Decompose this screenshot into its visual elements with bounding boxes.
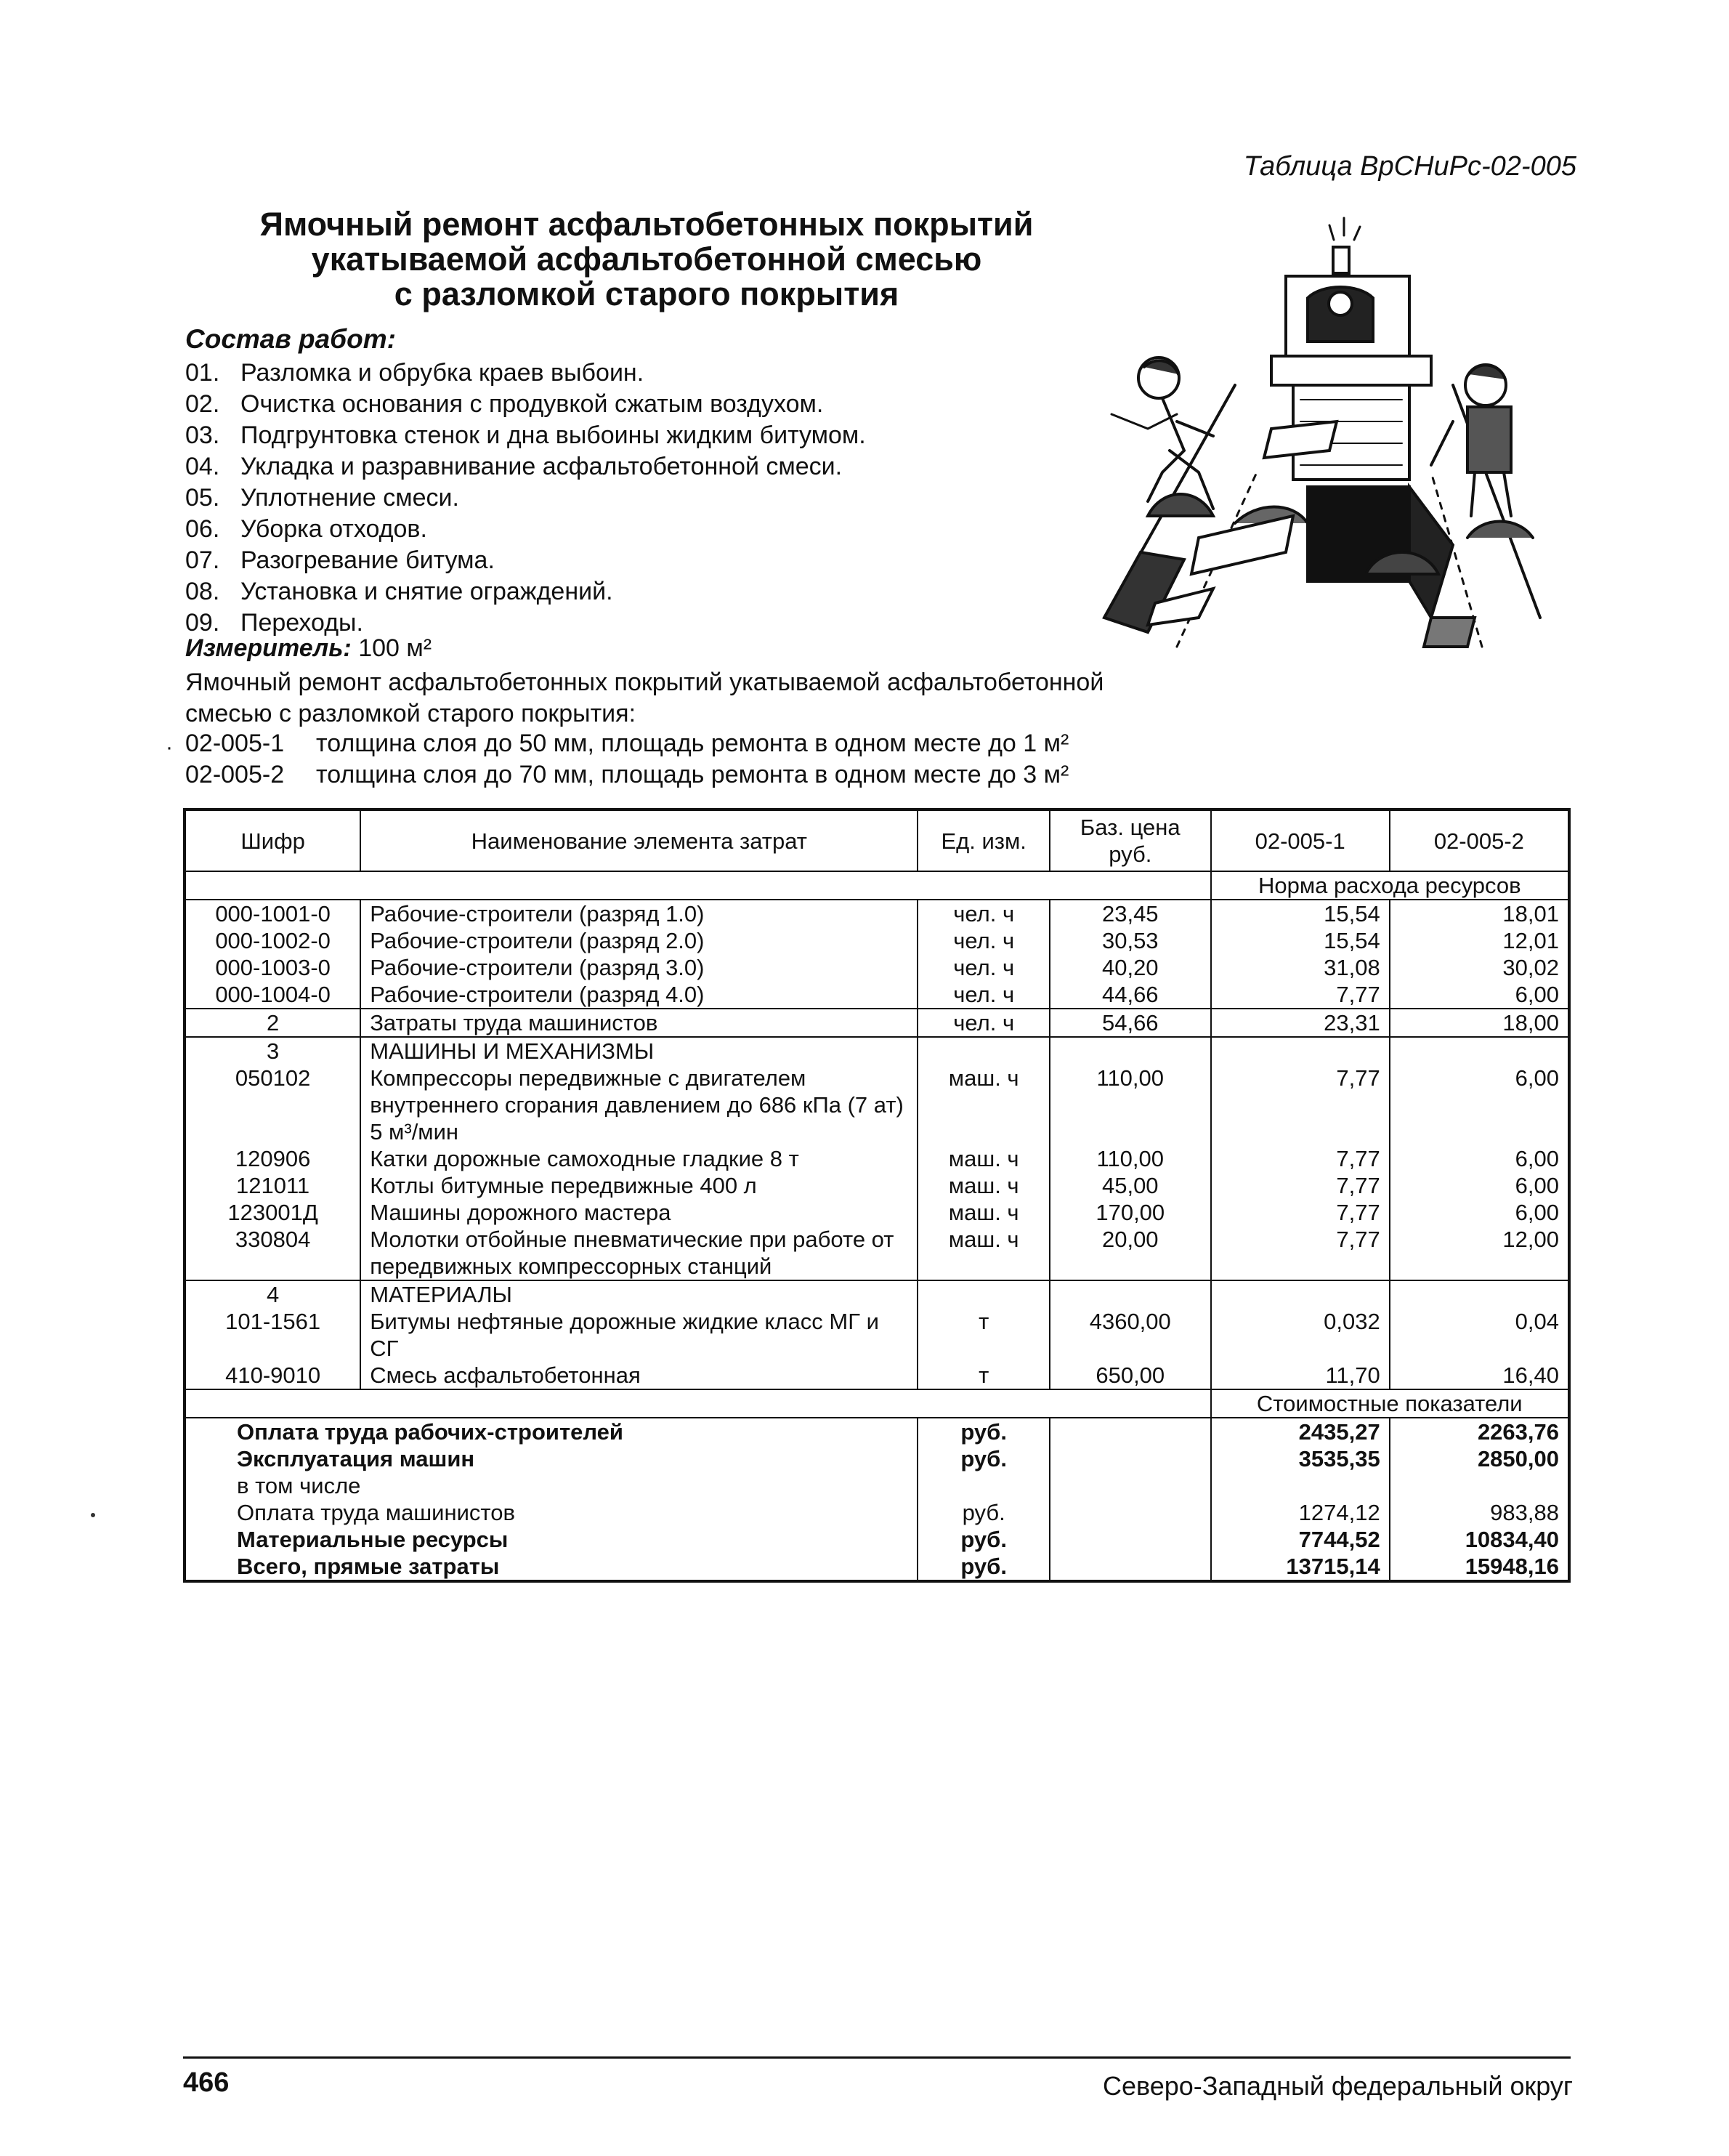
empty-cell [918, 1280, 1050, 1308]
table-row [185, 981, 1569, 1009]
norm-band-label: Норма расхода ресурсов [1211, 871, 1569, 900]
cell-price: 40,20 [1050, 954, 1211, 981]
band-spacer [185, 1389, 1211, 1418]
work-number: 02. [185, 390, 220, 418]
section-heading-row [185, 1037, 1569, 1065]
cost-unit: руб. [918, 1553, 1050, 1581]
table-row [185, 1065, 1569, 1145]
cell-price: 110,00 [1050, 1145, 1211, 1172]
empty-cell [1050, 1418, 1211, 1445]
cell-code: 330804 [185, 1226, 360, 1280]
meter-line [185, 634, 432, 663]
resource-norms-table [183, 808, 1571, 1583]
cost-unit: руб. [918, 1445, 1050, 1472]
cell-price: 30,53 [1050, 927, 1211, 954]
cost-variant-2: 983,88 [1390, 1499, 1569, 1526]
cell-name: Машины дорожного мастера [360, 1199, 918, 1226]
cell-name: Рабочие-строители (разряд 1.0) [360, 900, 918, 927]
cell-variant-1: 0,032 [1211, 1308, 1390, 1362]
meter-label: Измеритель: [185, 634, 352, 662]
cost-variant-2: 2263,76 [1390, 1418, 1569, 1445]
variant-item [185, 759, 1069, 791]
cell-unit: маш. ч [918, 1065, 1050, 1145]
cell-name: Битумы нефтяные дорожные жидкие класс МГ и СГ [360, 1308, 918, 1362]
title-line-2: укатываемой асфальтобетонной смесью [311, 241, 982, 278]
work-item [185, 451, 866, 483]
table-row [185, 1009, 1569, 1037]
description [185, 667, 1173, 730]
variant-text: толщина слоя до 70 мм, площадь ремонта в одном месте до 3 м² [316, 761, 1069, 788]
table-row [185, 1172, 1569, 1199]
document-title [211, 207, 1082, 312]
work-number: 06. [185, 515, 220, 543]
table-header-row [185, 809, 1569, 871]
cell-code: 050102 [185, 1065, 360, 1145]
header-unit: Ед. изм. [918, 809, 1050, 871]
cell-variant-2: 18,00 [1390, 1009, 1569, 1037]
cell-code: 123001Д [185, 1199, 360, 1226]
cell-name: Рабочие-строители (разряд 4.0) [360, 981, 918, 1009]
empty-cell [1390, 1037, 1569, 1065]
work-item [185, 358, 866, 389]
cost-row [185, 1472, 1569, 1499]
cost-variant-1: 1274,12 [1211, 1499, 1390, 1526]
cost-band-label: Стоимостные показатели [1211, 1389, 1569, 1418]
cell-price: 4360,00 [1050, 1308, 1211, 1362]
cell-variant-2: 6,00 [1390, 1145, 1569, 1172]
work-number: 04. [185, 453, 220, 480]
cost-name: Всего, прямые затраты [185, 1553, 918, 1581]
cell-variant-1: 7,77 [1211, 1172, 1390, 1199]
cell-code: 101-1561 [185, 1308, 360, 1362]
cell-unit: т [918, 1362, 1050, 1389]
cell-variant-1: 7,77 [1211, 1199, 1390, 1226]
cost-name: Материальные ресурсы [185, 1526, 918, 1553]
empty-cell [1050, 1553, 1211, 1581]
empty-cell [1390, 1280, 1569, 1308]
cell-variant-2: 30,02 [1390, 954, 1569, 981]
cost-unit: руб. [918, 1418, 1050, 1445]
cell-name: Смесь асфальтобетонная [360, 1362, 918, 1389]
cell-unit: маш. ч [918, 1172, 1050, 1199]
section-title: МАТЕРИАЛЫ [360, 1280, 918, 1308]
cost-name: Оплата труда машинистов [185, 1499, 918, 1526]
header-price: Баз. цена руб. [1050, 809, 1211, 871]
table-row [185, 1308, 1569, 1362]
work-text: Разломка и обрубка краев выбоин. [240, 359, 644, 387]
cell-unit: чел. ч [918, 900, 1050, 927]
header-variant-1: 02-005-1 [1211, 809, 1390, 871]
section-number: 3 [185, 1037, 360, 1065]
cell-variant-2: 12,00 [1390, 1226, 1569, 1280]
title-line-3: с разломкой старого покрытия [394, 275, 899, 312]
cell-variant-1: 31,08 [1211, 954, 1390, 981]
cell-variant-2: 6,00 [1390, 1199, 1569, 1226]
cost-row [185, 1499, 1569, 1526]
cost-name: Оплата труда рабочих-строителей [185, 1418, 918, 1445]
work-text: Очистка основания с продувкой сжатым воздухом. [240, 390, 824, 418]
cell-variant-2: 16,40 [1390, 1362, 1569, 1389]
cell-price: 23,45 [1050, 900, 1211, 927]
cell-price: 650,00 [1050, 1362, 1211, 1389]
cell-unit: чел. ч [918, 927, 1050, 954]
table-body [185, 871, 1569, 1581]
section-title: МАШИНЫ И МЕХАНИЗМЫ [360, 1037, 918, 1065]
cell-price: 20,00 [1050, 1226, 1211, 1280]
table-caption: Таблица ВрСНиРс-02-005 [1243, 151, 1576, 182]
work-item [185, 576, 866, 607]
cell-name: Компрессоры передвижные с двигателем внутреннего сгорания давлением до 686 кПа (7 ат) 5 м³/мин [360, 1065, 918, 1145]
work-text: Уборка отходов. [240, 515, 427, 543]
section-number: 4 [185, 1280, 360, 1308]
band-spacer [185, 871, 1211, 900]
cell-variant-1: 15,54 [1211, 900, 1390, 927]
work-item [185, 545, 866, 576]
cell-variant-2: 6,00 [1390, 1065, 1569, 1145]
empty-cell [1050, 1037, 1211, 1065]
cost-band [185, 1389, 1569, 1418]
empty-cell [1211, 1037, 1390, 1065]
cell-code: 000-1001-0 [185, 900, 360, 927]
work-number: 03. [185, 421, 220, 449]
work-composition-heading: Состав работ: [185, 324, 396, 354]
cell-price: 170,00 [1050, 1199, 1211, 1226]
cell-code: 2 [185, 1009, 360, 1037]
cell-price: 110,00 [1050, 1065, 1211, 1145]
work-item [185, 514, 866, 545]
cell-unit: чел. ч [918, 954, 1050, 981]
work-item [185, 483, 866, 514]
footer-divider [183, 2056, 1571, 2059]
work-text: Установка и снятие ограждений. [240, 578, 613, 605]
empty-cell [1050, 1499, 1211, 1526]
cell-variant-2: 18,01 [1390, 900, 1569, 927]
work-text: Разогревание битума. [240, 546, 495, 574]
work-text: Уплотнение смеси. [240, 484, 459, 512]
cell-code: 000-1004-0 [185, 981, 360, 1009]
cost-variant-1: 13715,14 [1211, 1553, 1390, 1581]
work-item [185, 420, 866, 451]
cost-variant-2: 10834,40 [1390, 1526, 1569, 1553]
cell-code: 000-1002-0 [185, 927, 360, 954]
cell-variant-1: 23,31 [1211, 1009, 1390, 1037]
empty-cell [1050, 1472, 1211, 1499]
cell-name: Рабочие-строители (разряд 2.0) [360, 927, 918, 954]
cell-variant-1: 7,77 [1211, 1145, 1390, 1172]
cell-variant-1: 7,77 [1211, 1226, 1390, 1280]
cost-variant-2 [1390, 1472, 1569, 1499]
norm-band [185, 871, 1569, 900]
cost-name: в том числе [185, 1472, 918, 1499]
cell-name: Затраты труда машинистов [360, 1009, 918, 1037]
cost-variant-1 [1211, 1472, 1390, 1499]
cell-price: 44,66 [1050, 981, 1211, 1009]
section-heading-row [185, 1280, 1569, 1308]
page-number: 466 [183, 2067, 230, 2098]
description-line: Ямочный ремонт асфальтобетонных покрытий укатываемой асфальтобетонной [185, 669, 1104, 696]
work-number: 05. [185, 484, 220, 512]
table-row [185, 1199, 1569, 1226]
cell-name: Катки дорожные самоходные гладкие 8 т [360, 1145, 918, 1172]
cell-unit: маш. ч [918, 1145, 1050, 1172]
table-row [185, 900, 1569, 927]
cell-code: 000-1003-0 [185, 954, 360, 981]
cell-unit: маш. ч [918, 1199, 1050, 1226]
cost-variant-2: 15948,16 [1390, 1553, 1569, 1581]
table-row [185, 927, 1569, 954]
work-number: 01. [185, 359, 220, 387]
scan-dot [91, 1513, 95, 1517]
work-item [185, 389, 866, 420]
cell-unit: чел. ч [918, 1009, 1050, 1037]
cell-name: Молотки отбойные пневматические при работе от передвижных компрессорных станций [360, 1226, 918, 1280]
margin-dot: · [166, 735, 173, 759]
cell-variant-1: 11,70 [1211, 1362, 1390, 1389]
cost-variant-1: 3535,35 [1211, 1445, 1390, 1472]
cell-unit: т [918, 1308, 1050, 1362]
description-line: смесью с разломкой старого покрытия: [185, 700, 636, 727]
cell-variant-2: 6,00 [1390, 981, 1569, 1009]
work-list [185, 358, 866, 639]
cost-row [185, 1526, 1569, 1553]
cost-unit: руб. [918, 1526, 1050, 1553]
cost-name: Эксплуатация машин [185, 1445, 918, 1472]
empty-cell [1050, 1445, 1211, 1472]
meter-value: 100 м² [358, 634, 432, 662]
empty-cell [918, 1037, 1050, 1065]
variant-item [185, 728, 1069, 759]
header-name: Наименование элемента затрат [360, 809, 918, 871]
cell-name: Рабочие-строители (разряд 3.0) [360, 954, 918, 981]
work-number: 07. [185, 546, 220, 574]
header-variant-2: 02-005-2 [1390, 809, 1569, 871]
header-code: Шифр [185, 809, 360, 871]
cell-code: 120906 [185, 1145, 360, 1172]
cell-variant-2: 0,04 [1390, 1308, 1569, 1362]
work-text: Подгрунтовка стенок и дна выбоины жидким битумом. [240, 421, 866, 449]
title-line-1: Ямочный ремонт асфальтобетонных покрытий [259, 206, 1034, 243]
variant-list [185, 728, 1069, 791]
cell-variant-2: 6,00 [1390, 1172, 1569, 1199]
work-number: 09. [185, 609, 220, 637]
cell-price: 54,66 [1050, 1009, 1211, 1037]
work-number: 08. [185, 578, 220, 605]
variant-code: 02-005-2 [185, 761, 285, 788]
cell-code: 121011 [185, 1172, 360, 1199]
work-text: Переходы. [240, 609, 363, 637]
cost-row [185, 1553, 1569, 1581]
cell-variant-1: 7,77 [1211, 981, 1390, 1009]
cost-row [185, 1418, 1569, 1445]
empty-cell [1211, 1280, 1390, 1308]
cost-unit [918, 1472, 1050, 1499]
empty-cell [1050, 1526, 1211, 1553]
footer-region: Северо-Западный федеральный округ [1102, 2071, 1573, 2101]
road-repair-illustration [1090, 211, 1555, 661]
variant-text: толщина слоя до 50 мм, площадь ремонта в одном месте до 1 м² [316, 730, 1069, 757]
table-row [185, 1145, 1569, 1172]
cell-unit: маш. ч [918, 1226, 1050, 1280]
cell-variant-1: 7,77 [1211, 1065, 1390, 1145]
cost-variant-2: 2850,00 [1390, 1445, 1569, 1472]
cost-variant-1: 2435,27 [1211, 1418, 1390, 1445]
cell-variant-1: 15,54 [1211, 927, 1390, 954]
cell-variant-2: 12,01 [1390, 927, 1569, 954]
table-row [185, 1362, 1569, 1389]
cost-unit: руб. [918, 1499, 1050, 1526]
cost-row [185, 1445, 1569, 1472]
cell-unit: чел. ч [918, 981, 1050, 1009]
variant-code: 02-005-1 [185, 730, 285, 757]
cell-price: 45,00 [1050, 1172, 1211, 1199]
cell-name: Котлы битумные передвижные 400 л [360, 1172, 918, 1199]
work-text: Укладка и разравнивание асфальтобетонной смеси. [240, 453, 843, 480]
cell-code: 410-9010 [185, 1362, 360, 1389]
table-row [185, 954, 1569, 981]
table-row [185, 1226, 1569, 1280]
empty-cell [1050, 1280, 1211, 1308]
cost-variant-1: 7744,52 [1211, 1526, 1390, 1553]
